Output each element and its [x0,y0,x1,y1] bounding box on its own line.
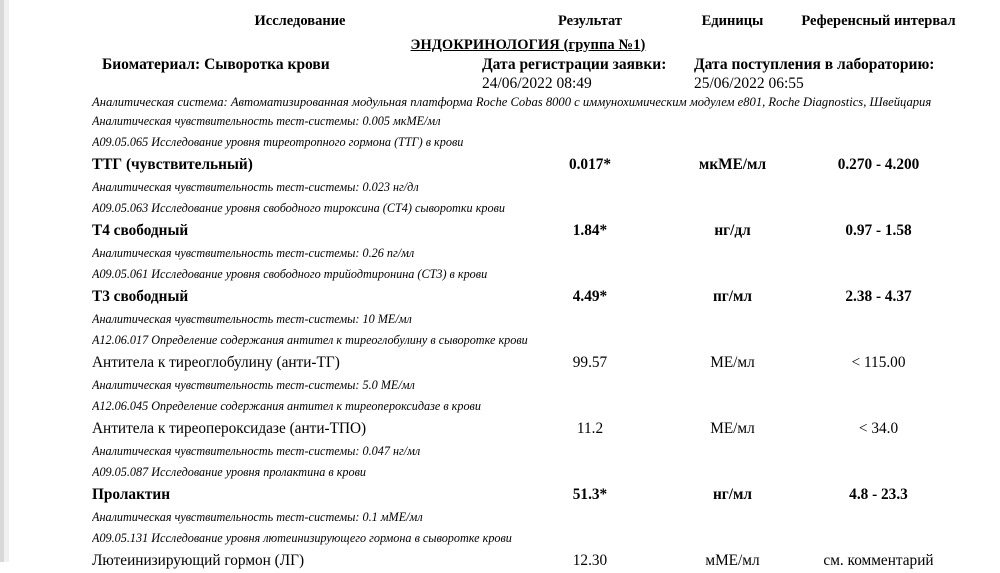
sensitivity-text: Аналитическая чувствительность тест-системы: 0.1 мМЕ/мл [92,509,423,524]
sensitivity-row [92,177,964,198]
result-name: ТТГ (чувствительный) [92,155,253,173]
result-units: МЕ/мл [710,353,755,371]
result-units: нг/дл [714,221,751,239]
lab-arrival-date-value: 25/06/2022 06:55 [694,75,804,93]
result-value: 99.57 [572,353,608,371]
result-value: 51.3* [572,485,608,503]
biomaterial-meta-row [92,56,964,94]
sensitivity-row [92,375,964,396]
sensitivity-row [92,507,964,528]
registration-date-block [482,56,694,94]
result-name: Антитела к тиреопероксидазе (анти-ТПО) [92,419,367,437]
sensitivity-text: Аналитическая чувствительность тест-системы: 0.047 нг/мл [92,443,421,458]
table-header-row [92,9,964,34]
sensitivity-text: Аналитическая чувствительность тест-системы: 0.26 пг/мл [92,245,415,260]
document-page [9,0,1000,569]
result-units: пг/мл [712,287,752,305]
sensitivity-text: Аналитическая чувствительность тест-системы: 0.005 мкМЕ/мл [92,113,441,128]
lab-arrival-date-label: Дата поступления в лабораторию: [694,56,935,73]
result-reference: 2.38 - 4.37 [845,287,912,305]
result-name: Т4 свободный [92,221,189,239]
sensitivity-text: Аналитическая чувствительность тест-системы: 0.023 нг/дл [92,179,419,194]
sensitivity-row [92,309,964,330]
result-reference: < 115.00 [851,353,906,371]
analytic-system-text: Аналитическая система: Автоматизированная модульная платформа Roche Cobas 8000 с иммунохимическим модулем e801, Roche Diagnostics, Швейцария [92,94,932,109]
sensitivity-row [92,111,964,132]
result-reference: см. комментарий [823,551,934,569]
result-value: 1.84* [572,221,608,239]
test-code-text: А09.05.065 Исследование уровня тиреотропного гормона (ТТГ) в крови [92,134,464,149]
result-name: Т3 свободный [92,287,189,305]
test-code-text: А12.06.045 Определение содержания антител к тиреопероксидазе в крови [92,398,481,413]
column-header-units: Единицы [672,9,793,34]
result-units: мкМЕ/мл [698,155,767,173]
registration-date-value: 24/06/2022 08:49 [482,75,592,93]
result-row [92,351,964,375]
test-code-text: А09.05.063 Исследование уровня свободного тироксина (СТ4) сыворотки крови [92,200,505,215]
test-code-row [92,264,964,285]
sensitivity-row [92,243,964,264]
result-row [92,483,964,507]
result-units: мМЕ/мл [705,551,760,569]
column-header-reference: Референсный интервал [793,9,964,34]
group-title-text: ЭНДОКРИНОЛОГИЯ (группа №1) [410,36,646,53]
result-name: Антитела к тиреоглобулину (анти-ТГ) [92,353,340,371]
result-name: Лютеинизирующий гормон (ЛГ) [92,551,305,569]
column-header-study: Исследование [92,9,508,34]
result-row [92,153,964,177]
result-value: 4.49* [572,287,608,305]
result-reference: 4.8 - 23.3 [849,485,908,503]
test-code-row [92,462,964,483]
result-value: 0.017* [568,155,612,173]
column-header-result: Результат [508,9,672,34]
test-code-row [92,396,964,417]
sensitivity-text: Аналитическая чувствительность тест-системы: 10 МЕ/мл [92,311,412,326]
registration-date-label: Дата регистрации заявки: [482,56,667,73]
result-value: 11.2 [576,419,604,437]
biomaterial-label: Биоматериал: Сыворотка крови [102,56,330,73]
group-title-row [92,34,964,56]
result-row [92,219,964,243]
test-code-row [92,132,964,153]
result-row [92,417,964,441]
test-code-text: А09.05.087 Исследование уровня пролактина в крови [92,464,366,479]
lab-results-table [92,9,964,573]
test-code-text: А09.05.061 Исследование уровня свободного трийодтиронина (СТ3) в крови [92,266,488,281]
sensitivity-row [92,441,964,462]
test-code-row [92,528,964,549]
result-units: МЕ/мл [710,419,755,437]
lab-arrival-date-block [694,56,964,94]
test-code-text: А12.06.017 Определение содержания антител к тиреоглобулину в сыворотке крови [92,332,528,347]
result-units: нг/мл [712,485,752,503]
result-reference: < 34.0 [858,419,899,437]
test-code-row [92,198,964,219]
result-value: 12.30 [572,551,608,569]
result-name: Пролактин [92,485,171,503]
result-row [92,549,964,573]
test-code-text: А09.05.131 Исследование уровня лютеинизирующего гормона в сыворотке крови [92,530,512,545]
test-code-row [92,330,964,351]
result-reference: 0.97 - 1.58 [845,221,912,239]
result-reference: 0.270 - 4.200 [837,155,920,173]
sensitivity-text: Аналитическая чувствительность тест-системы: 5.0 МЕ/мл [92,377,415,392]
result-row [92,285,964,309]
biomaterial-meta-cell [92,56,964,94]
analytic-system-row [92,94,964,111]
group-title-cell [92,34,964,56]
